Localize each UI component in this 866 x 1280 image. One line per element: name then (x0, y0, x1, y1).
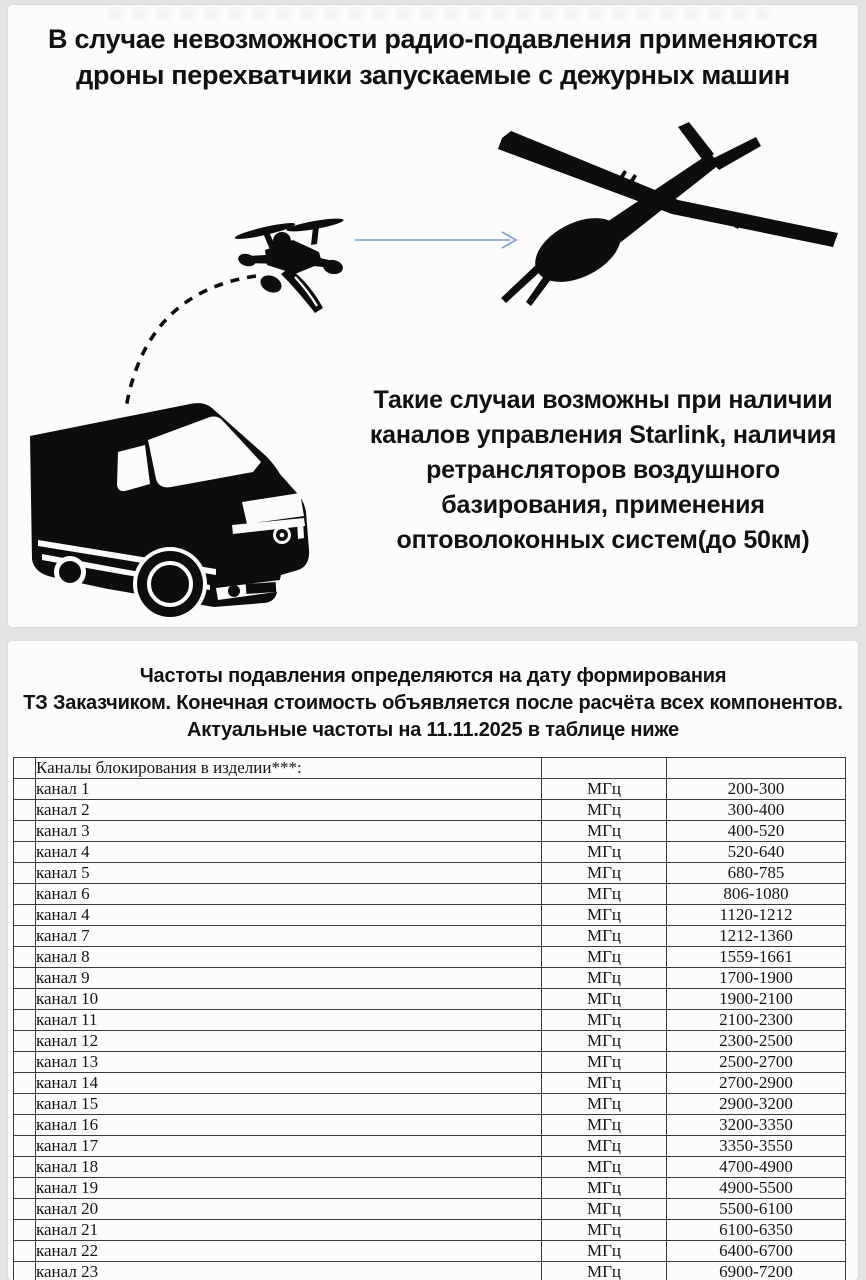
table-row (14, 884, 846, 905)
range-cell: 3350-3550 (667, 1136, 846, 1157)
quadcopter-drone-icon (233, 210, 357, 322)
unit-cell: МГц (542, 1073, 667, 1094)
row-spacer-cell (14, 863, 36, 884)
unit-cell: МГц (542, 989, 667, 1010)
row-spacer-cell (14, 1199, 36, 1220)
channel-cell: канал 14 (36, 1073, 542, 1094)
range-cell: 4700-4900 (667, 1157, 846, 1178)
unit-cell: МГц (542, 1199, 667, 1220)
row-spacer-cell (14, 1073, 36, 1094)
channel-cell: канал 10 (36, 989, 542, 1010)
row-spacer-cell (14, 968, 36, 989)
range-cell: 1559-1661 (667, 947, 846, 968)
header-unit-cell (542, 758, 667, 779)
unit-cell: МГц (542, 1031, 667, 1052)
table-row (14, 1010, 846, 1031)
table-row (14, 779, 846, 800)
channel-cell: канал 15 (36, 1094, 542, 1115)
frequencies-heading-line: ТЗ Заказчиком. Конечная стоимость объявляется после расчёта всех компонентов. (23, 692, 843, 714)
channel-cell: канал 11 (36, 1010, 542, 1031)
range-cell: 5500-6100 (667, 1199, 846, 1220)
channel-cell: канал 13 (36, 1052, 542, 1073)
range-cell: 6900-7200 (667, 1262, 846, 1280)
frequencies-heading-line: Частоты подавления определяются на дату формирования (139, 665, 727, 687)
header-spacer-cell (14, 758, 36, 779)
channel-table-body (14, 779, 846, 1280)
row-spacer-cell (14, 1010, 36, 1031)
row-spacer-cell (14, 779, 36, 800)
table-row (14, 1199, 846, 1220)
row-spacer-cell (14, 1094, 36, 1115)
unit-cell: МГц (542, 842, 667, 863)
table-header-row (14, 758, 846, 779)
range-cell: 6400-6700 (667, 1241, 846, 1262)
row-spacer-cell (14, 1052, 36, 1073)
frequencies-heading-line: Актуальные частоты на 11.11.2025 в таблице ниже (187, 719, 679, 741)
range-cell: 2100-2300 (667, 1010, 846, 1031)
channel-cell: канал 1 (36, 779, 542, 800)
row-spacer-cell (14, 800, 36, 821)
range-cell: 300-400 (667, 800, 846, 821)
unit-cell: МГц (542, 1115, 667, 1136)
unit-cell: МГц (542, 1241, 667, 1262)
range-cell: 680-785 (667, 863, 846, 884)
launch-trajectory-dashed-icon (110, 258, 272, 416)
unit-cell: МГц (542, 779, 667, 800)
row-spacer-cell (14, 905, 36, 926)
unit-cell: МГц (542, 863, 667, 884)
row-spacer-cell (14, 1136, 36, 1157)
range-cell: 400-520 (667, 821, 846, 842)
table-row (14, 905, 846, 926)
unit-cell: МГц (542, 800, 667, 821)
table-row (14, 800, 846, 821)
table-row (14, 1115, 846, 1136)
table-row (14, 1031, 846, 1052)
range-cell: 2900-3200 (667, 1094, 846, 1115)
unit-cell: МГц (542, 1094, 667, 1115)
main-heading-line: дроны перехватчики запускаемые с дежурных машин (76, 60, 790, 90)
channel-cell: канал 23 (36, 1262, 542, 1280)
channel-cell: канал 19 (36, 1178, 542, 1199)
table-row (14, 842, 846, 863)
table-row (14, 989, 846, 1010)
range-cell: 1700-1900 (667, 968, 846, 989)
top-document-card (8, 5, 858, 627)
channel-cell: канал 7 (36, 926, 542, 947)
row-spacer-cell (14, 821, 36, 842)
unit-cell: МГц (542, 1010, 667, 1031)
unit-cell: МГц (542, 1262, 667, 1280)
row-spacer-cell (14, 947, 36, 968)
table-row (14, 1157, 846, 1178)
channel-cell: канал 17 (36, 1136, 542, 1157)
channel-cell: канал 22 (36, 1241, 542, 1262)
fixed-wing-uav-icon (498, 120, 850, 315)
row-spacer-cell (14, 1157, 36, 1178)
table-row (14, 1136, 846, 1157)
starlink-paragraph (345, 383, 858, 558)
unit-cell: МГц (542, 905, 667, 926)
channel-cell: канал 3 (36, 821, 542, 842)
frequency-table-card (8, 641, 858, 1280)
range-cell: 1212-1360 (667, 926, 846, 947)
channel-cell: канал 20 (36, 1199, 542, 1220)
header-range-cell (667, 758, 846, 779)
unit-cell: МГц (542, 1136, 667, 1157)
channel-cell: канал 6 (36, 884, 542, 905)
table-row (14, 968, 846, 989)
channel-cell: канал 12 (36, 1031, 542, 1052)
channel-cell: канал 4 (36, 905, 542, 926)
table-row (14, 1220, 846, 1241)
row-spacer-cell (14, 989, 36, 1010)
row-spacer-cell (14, 1262, 36, 1280)
row-spacer-cell (14, 1115, 36, 1136)
frequencies-heading (8, 641, 858, 744)
main-heading (8, 5, 858, 93)
unit-cell: МГц (542, 1052, 667, 1073)
paragraph-line: ретрансляторов воздушного (426, 456, 780, 484)
range-cell: 1120-1212 (667, 905, 846, 926)
paragraph-line: каналов управления Starlink, наличия (369, 421, 837, 449)
unit-cell: МГц (542, 884, 667, 905)
channel-cell: канал 9 (36, 968, 542, 989)
row-spacer-cell (14, 1031, 36, 1052)
range-cell: 2700-2900 (667, 1073, 846, 1094)
main-heading-line: В случае невозможности радио-подавления применяются (48, 24, 818, 54)
table-row (14, 1094, 846, 1115)
range-cell: 4900-5500 (667, 1178, 846, 1199)
table-row (14, 1052, 846, 1073)
channel-cell: канал 4 (36, 842, 542, 863)
channel-cell: канал 8 (36, 947, 542, 968)
table-row (14, 1073, 846, 1094)
range-cell: 3200-3350 (667, 1115, 846, 1136)
row-spacer-cell (14, 884, 36, 905)
row-spacer-cell (14, 1220, 36, 1241)
table-row (14, 926, 846, 947)
intercept-arrow-icon (352, 226, 524, 254)
unit-cell: МГц (542, 926, 667, 947)
range-cell: 6100-6350 (667, 1220, 846, 1241)
table-row (14, 821, 846, 842)
paragraph-line: базирования, применения (441, 491, 765, 519)
range-cell: 2500-2700 (667, 1052, 846, 1073)
range-cell: 520-640 (667, 842, 846, 863)
unit-cell: МГц (542, 821, 667, 842)
paragraph-line: Такие случаи возможны при наличии (373, 386, 833, 414)
row-spacer-cell (14, 842, 36, 863)
row-spacer-cell (14, 1241, 36, 1262)
channel-cell: канал 16 (36, 1115, 542, 1136)
table-row (14, 1241, 846, 1262)
range-cell: 200-300 (667, 779, 846, 800)
range-cell: 1900-2100 (667, 989, 846, 1010)
standby-van-icon (18, 392, 332, 627)
unit-cell: МГц (542, 1157, 667, 1178)
table-row (14, 1178, 846, 1199)
channel-cell: канал 21 (36, 1220, 542, 1241)
blocking-channels-table (13, 757, 846, 1280)
unit-cell: МГц (542, 1220, 667, 1241)
table-row (14, 863, 846, 884)
table-row (14, 1262, 846, 1280)
row-spacer-cell (14, 1178, 36, 1199)
unit-cell: МГц (542, 968, 667, 989)
table-header-label: Каналы блокирования в изделии***: (36, 758, 542, 779)
row-spacer-cell (14, 926, 36, 947)
unit-cell: МГц (542, 1178, 667, 1199)
range-cell: 2300-2500 (667, 1031, 846, 1052)
table-row (14, 947, 846, 968)
unit-cell: МГц (542, 947, 667, 968)
channel-cell: канал 2 (36, 800, 542, 821)
range-cell: 806-1080 (667, 884, 846, 905)
channel-cell: канал 18 (36, 1157, 542, 1178)
paragraph-line: оптоволоконных систем(до 50км) (396, 526, 810, 554)
channel-cell: канал 5 (36, 863, 542, 884)
